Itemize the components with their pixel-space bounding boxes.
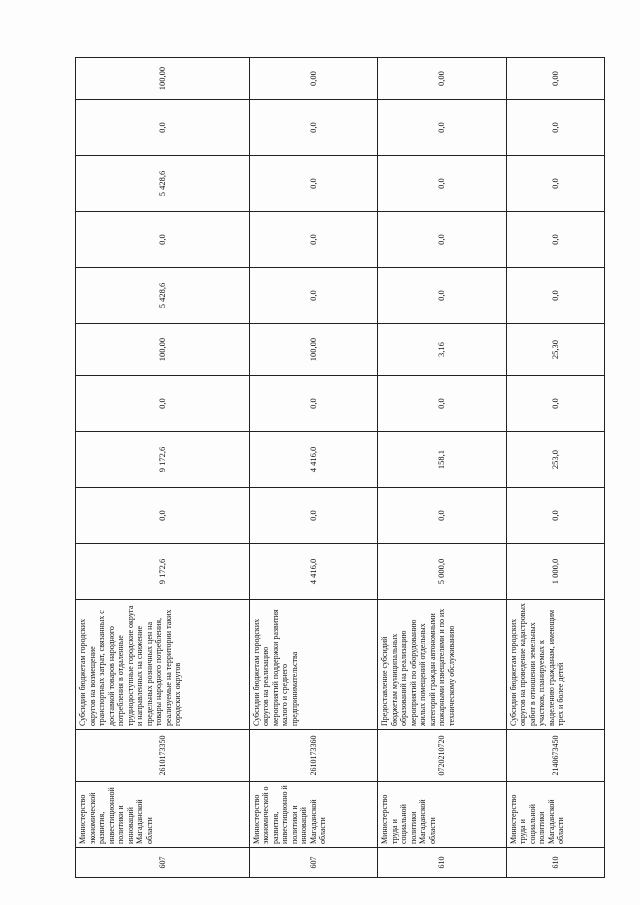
- code-cell: 610: [378, 848, 506, 878]
- value-cell: 100,00: [249, 324, 377, 376]
- value-cell: 0,0: [249, 488, 377, 544]
- code-cell: 610: [506, 848, 604, 878]
- value-cell: 0,00: [378, 58, 506, 100]
- value-cell: 0,0: [249, 268, 377, 324]
- value-cell: 1 000,0: [506, 544, 604, 600]
- code-cell: 607: [249, 848, 377, 878]
- value-cell: 0,0: [506, 376, 604, 432]
- value-cell: 4 416,0: [249, 432, 377, 488]
- value-cell: 9 172,6: [76, 544, 250, 600]
- value-cell: 0,0: [378, 376, 506, 432]
- value-cell: 0,0: [76, 376, 250, 432]
- agency-cell: Министерство труда и социальной политики Магаданской области: [378, 782, 506, 848]
- value-cell: 0,0: [378, 212, 506, 268]
- value-cell: 0,0: [506, 488, 604, 544]
- description-cell: Субсидии бюджетам городских округов на возмещение транспортных затрат, связанных с доставкой товаров народного потребления в отдаленные труднодоступные городские округа и направленных на снижение предельных розничных цен на товары народного потребления, реализуемые на территории таких городских округов: [76, 600, 250, 730]
- value-cell: 100,00: [76, 58, 250, 100]
- value-cell: 0,0: [378, 156, 506, 212]
- value-cell: 0,0: [76, 488, 250, 544]
- budget-table: [75, 57, 605, 878]
- value-cell: 25,30: [506, 324, 604, 376]
- value-cell: 0,0: [506, 156, 604, 212]
- description-cell: Субсидии бюджетам городских округов на проведение кадастровых работ в отношении земельных участков, планируемых к выделению гражданам, имеющим трех и более детей: [506, 600, 604, 730]
- value-cell: 9 172,6: [76, 432, 250, 488]
- value-cell: 5 428,6: [76, 268, 250, 324]
- value-cell: 0,0: [506, 268, 604, 324]
- agency-cell: Министерство труда и социальной политики Магаданской области: [506, 782, 604, 848]
- description-cell: Предоставление субсидий бюджетам муниципальных образований на реализацию мероприятий по оборудованию жилых помещений отдельных категорий граждан автономными пожарными извещателями и по их техническому обслуживанию: [378, 600, 506, 730]
- value-cell: 0,0: [76, 100, 250, 156]
- table-row: [506, 58, 604, 878]
- value-cell: 0,00: [506, 58, 604, 100]
- agency-cell: Министерство экономической о развития, инвестиционно й политики и инноваций Магаданской области: [249, 782, 377, 848]
- rotated-table-sheet: [75, 58, 605, 878]
- kbk-cell: 0720210720: [378, 730, 506, 782]
- value-cell: 158,1: [378, 432, 506, 488]
- value-cell: 0,0: [506, 212, 604, 268]
- value-cell: 0,00: [249, 58, 377, 100]
- value-cell: 0,0: [249, 100, 377, 156]
- table-row: [76, 58, 250, 878]
- value-cell: 100,00: [76, 324, 250, 376]
- value-cell: 0,0: [506, 100, 604, 156]
- code-cell: 607: [76, 848, 250, 878]
- kbk-cell: 2610173360: [249, 730, 377, 782]
- value-cell: 253,0: [506, 432, 604, 488]
- value-cell: 5 000,0: [378, 544, 506, 600]
- value-cell: 0,0: [249, 212, 377, 268]
- description-cell: Субсидии бюджетам городских округов на реализацию мероприятий поддержки развития малого и среднего предпринимательства: [249, 600, 377, 730]
- agency-cell: Министерство экономической развития, инвестиционной политики и инноваций Магаданской области: [76, 782, 250, 848]
- value-cell: 5 428,6: [76, 156, 250, 212]
- value-cell: 4 416,0: [249, 544, 377, 600]
- value-cell: 0,0: [378, 100, 506, 156]
- table-row: [378, 58, 506, 878]
- value-cell: 0,0: [76, 212, 250, 268]
- kbk-cell: 2610173350: [76, 730, 250, 782]
- value-cell: 0,0: [378, 488, 506, 544]
- value-cell: 0,0: [378, 268, 506, 324]
- value-cell: 3,16: [378, 324, 506, 376]
- value-cell: 0,0: [249, 376, 377, 432]
- table-row: [249, 58, 377, 878]
- value-cell: 0,0: [249, 156, 377, 212]
- kbk-cell: 2140673450: [506, 730, 604, 782]
